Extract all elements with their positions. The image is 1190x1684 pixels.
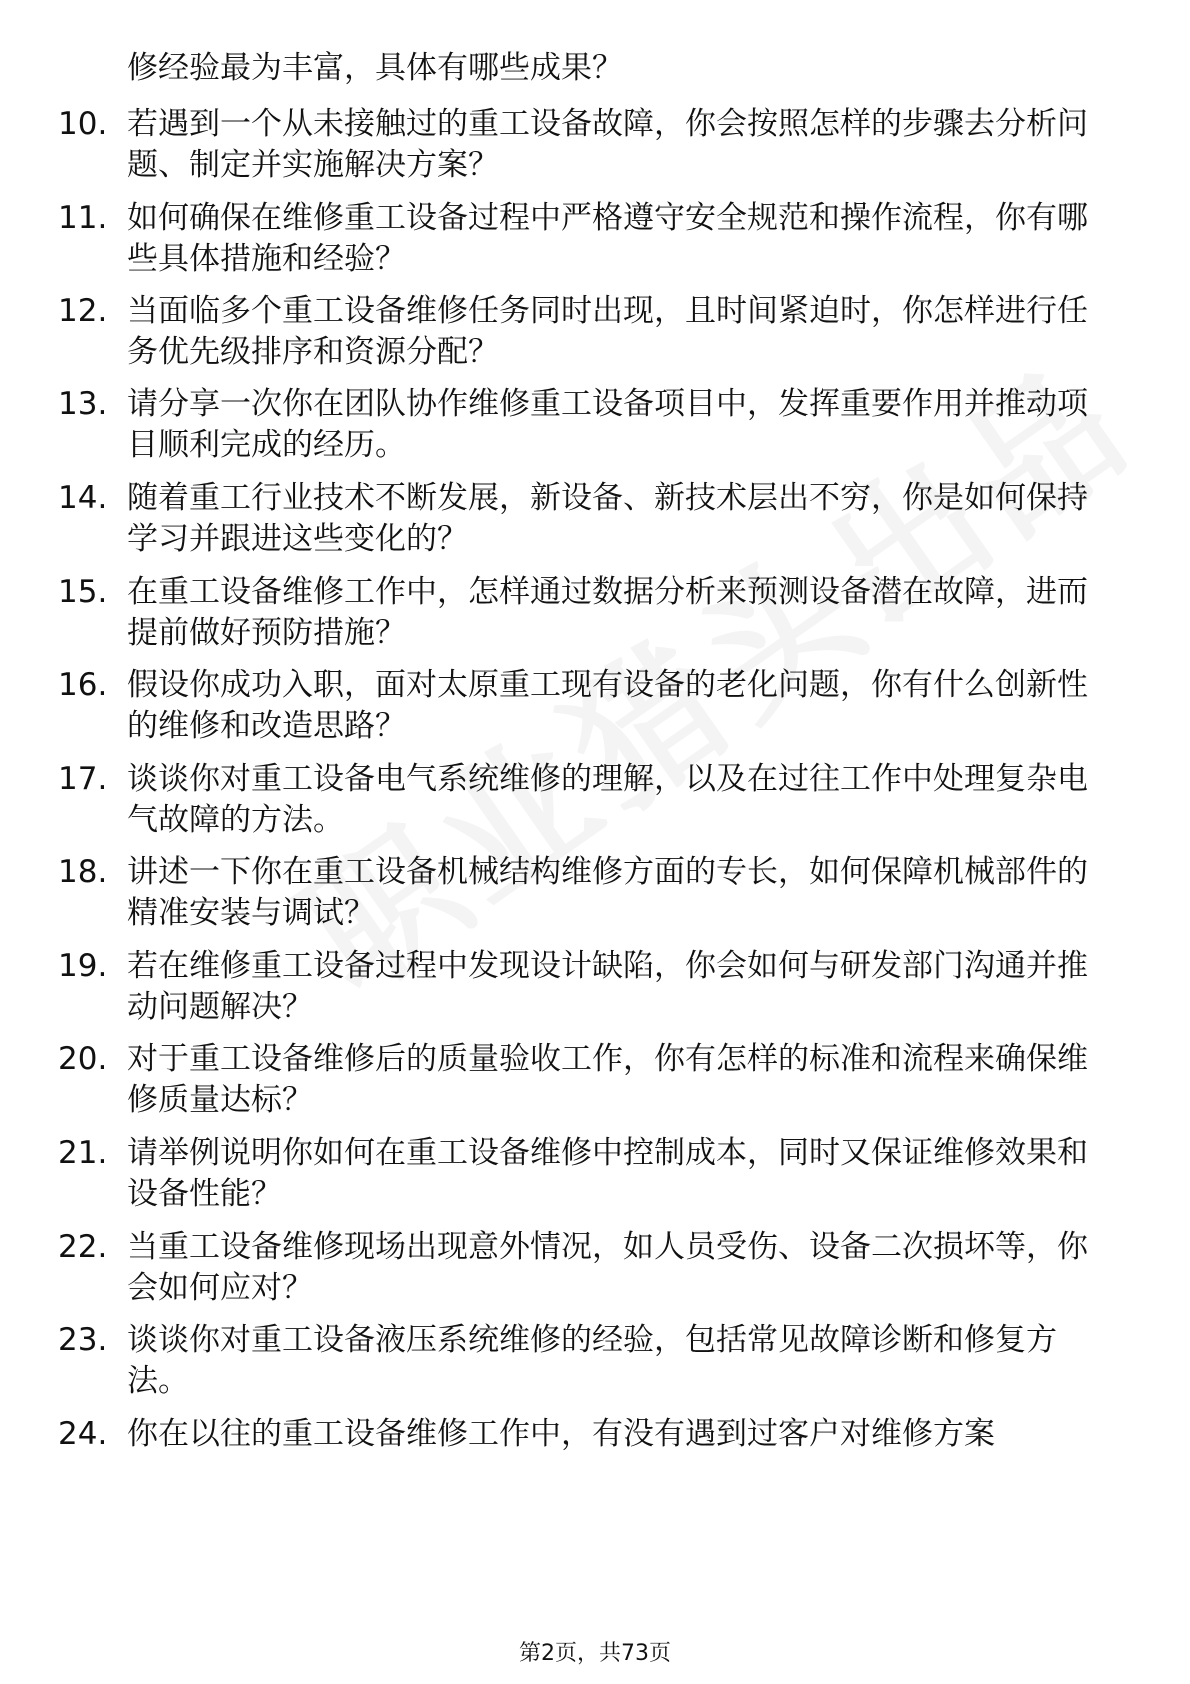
- list-item: [58, 198, 1118, 280]
- item-text: 若在维修重工设备过程中发现设计缺陷，你会如何与研发部门沟通并推动问题解决？: [127, 948, 1088, 1025]
- list-item: [58, 1133, 1118, 1215]
- item-number: 13.: [58, 386, 108, 422]
- list-item: [58, 759, 1118, 841]
- item-number: 19.: [58, 948, 108, 984]
- item-text: 对于重工设备维修后的质量验收工作，你有怎样的标准和流程来确保维修质量达标？: [127, 1041, 1088, 1118]
- item-text: 谈谈你对重工设备液压系统维修的经验，包括常见故障诊断和修复方法。: [127, 1322, 1057, 1399]
- list-item: [58, 104, 1118, 186]
- item-text: 当重工设备维修现场出现意外情况，如人员受伤、设备二次损坏等，你会如何应对？: [127, 1229, 1088, 1306]
- list-item: [58, 852, 1118, 934]
- item-text: 谈谈你对重工设备电气系统维修的理解，以及在过往工作中处理复杂电气故障的方法。: [127, 761, 1088, 838]
- list-item: [58, 946, 1118, 1028]
- item-number: 24.: [58, 1416, 108, 1452]
- item-number: 22.: [58, 1229, 108, 1265]
- item-text: 请分享一次你在团队协作维修重工设备项目中，发挥重要作用并推动项目顺利完成的经历。: [127, 386, 1088, 463]
- item-text: 当面临多个重工设备维修任务同时出现，且时间紧迫时，你怎样进行任务优先级排序和资源分配？: [127, 293, 1088, 370]
- list-item: [58, 1227, 1118, 1309]
- item-text: 在重工设备维修工作中，怎样通过数据分析来预测设备潜在故障，进而提前做好预防措施？: [127, 574, 1088, 651]
- item-number: 10.: [58, 106, 108, 142]
- list-item: [58, 1414, 1118, 1455]
- item-number: 15.: [58, 574, 108, 610]
- item-text: 如何确保在维修重工设备过程中严格遵守安全规范和操作流程，你有哪些具体措施和经验？: [127, 200, 1088, 277]
- item-number: 16.: [58, 667, 108, 703]
- item-text: 你在以往的重工设备维修工作中，有没有遇到过客户对维修方案: [127, 1416, 995, 1452]
- list-item: [58, 291, 1118, 373]
- item-number: 20.: [58, 1041, 108, 1077]
- item-text: 假设你成功入职，面对太原重工现有设备的老化问题，你有什么创新性的维修和改造思路？: [127, 667, 1088, 744]
- item-number: 17.: [58, 761, 108, 797]
- continued-text: 修经验最为丰富，具体有哪些成果？: [127, 50, 623, 86]
- item-number: 18.: [58, 854, 108, 890]
- item-number: 23.: [58, 1322, 108, 1358]
- item-number: 21.: [58, 1135, 108, 1171]
- list-item: [58, 1320, 1118, 1402]
- item-number: 12.: [58, 293, 108, 329]
- item-text: 随着重工行业技术不断发展，新设备、新技术层出不穷，你是如何保持学习并跟进这些变化的？: [127, 480, 1088, 557]
- list-item: [58, 384, 1118, 466]
- item-text: 讲述一下你在重工设备机械结构维修方面的专长，如何保障机械部件的精准安装与调试？: [127, 854, 1088, 931]
- item-number: 14.: [58, 480, 108, 516]
- item-number: 11.: [58, 200, 108, 236]
- list-item: [58, 665, 1118, 747]
- item-text: 若遇到一个从未接触过的重工设备故障，你会按照怎样的步骤去分析问题、制定并实施解决方案？: [127, 106, 1088, 183]
- list-item: [58, 478, 1118, 560]
- list-item: [58, 1039, 1118, 1121]
- item-text: 请举例说明你如何在重工设备维修中控制成本，同时又保证维修效果和设备性能？: [127, 1135, 1088, 1212]
- list-item: [58, 572, 1118, 654]
- page-footer: 第2页，共73页: [519, 1641, 671, 1666]
